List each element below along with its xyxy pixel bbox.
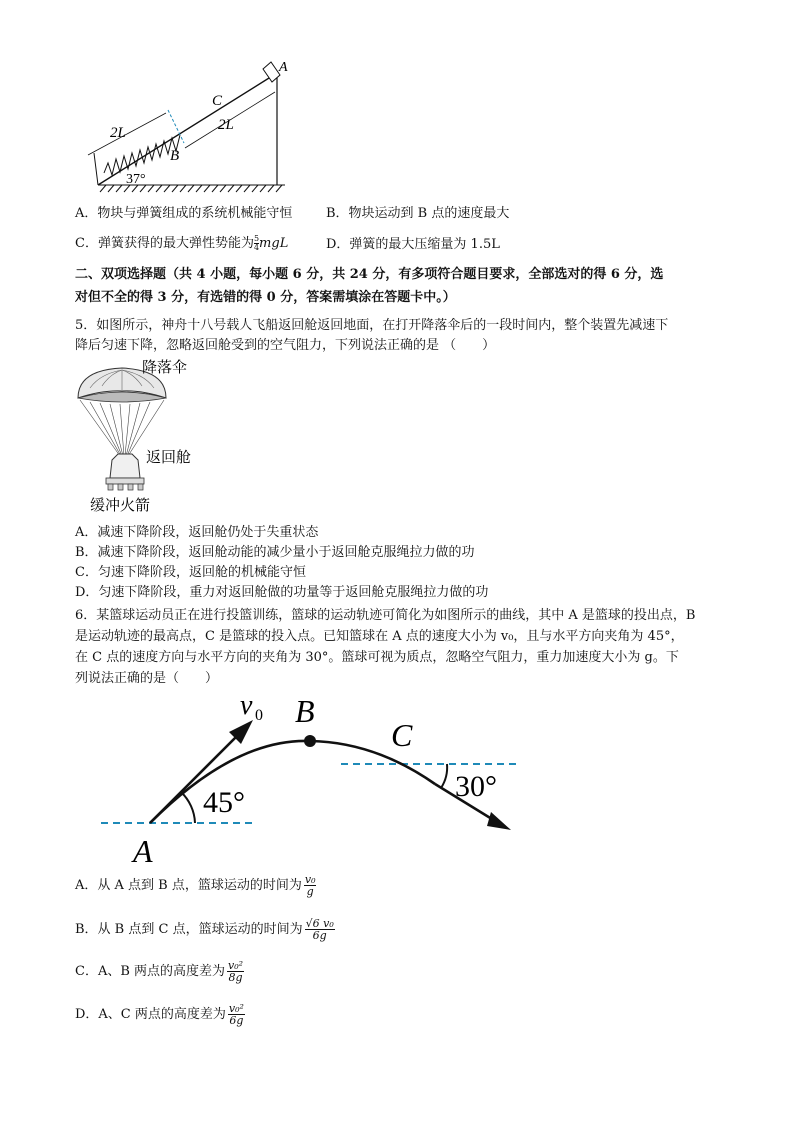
q4-option-d: D．弹簧的最大压缩量为 1.5L bbox=[326, 237, 500, 252]
q5-option-d: D．匀速下降阶段，重力对返回舱做的功量等于返回舱克服绳拉力做的功 bbox=[75, 585, 489, 600]
q5-option-b: B．减速下降阶段，返回舱动能的减少量小于返回舱克服绳拉力做的功 bbox=[75, 545, 475, 560]
basketball-trajectory-figure bbox=[95, 688, 525, 868]
label-capsule: 返回舱 bbox=[146, 448, 192, 466]
q6-option-a-text: A．从 A 点到 B 点，篮球运动的时间为 bbox=[75, 878, 302, 893]
label-parachute: 降落伞 bbox=[142, 358, 188, 376]
q4-option-a: A．物块与弹簧组成的系统机械能守恒 bbox=[75, 206, 293, 221]
label-v0-subscript: 0 bbox=[255, 707, 263, 724]
q6-stem-line1: 6．某篮球运动员正在进行投篮训练，篮球的运动轨迹可简化为如图所示的曲线，其中 A 是篮球的投出点，B bbox=[75, 608, 696, 623]
q4-option-b: B．物块运动到 B 点的速度最大 bbox=[326, 206, 510, 221]
angle-label-45: 45° bbox=[203, 786, 245, 819]
q5-stem-line2: 降后匀速下降，忽略返回舱受到的空气阻力，下列说法正确的是 （ ） bbox=[75, 338, 496, 353]
point-b-dot bbox=[304, 735, 316, 747]
spring-dimension bbox=[88, 113, 166, 155]
label-A: A bbox=[279, 60, 288, 75]
label-B: B bbox=[170, 148, 180, 164]
label-A: A bbox=[133, 833, 153, 868]
label-C: C bbox=[212, 93, 223, 109]
q6-option-d bbox=[75, 1003, 245, 1026]
q4-option-c bbox=[75, 235, 288, 253]
incline-spring-figure bbox=[70, 55, 300, 197]
label-rocket: 缓冲火箭 bbox=[90, 496, 151, 514]
label-C: C bbox=[391, 717, 413, 753]
label-2L-incline: 2L bbox=[218, 117, 234, 133]
q6-option-b bbox=[75, 918, 335, 941]
q6-option-b-text: B．从 B 点到 C 点，篮球运动的时间为 bbox=[75, 922, 303, 937]
q4-option-c-formula: mgL bbox=[259, 236, 289, 251]
q6-stem-line4: 列说法正确的是（ ） bbox=[75, 671, 219, 686]
q6-stem-line3: 在 C 点的速度方向与水平方向的夹角为 30°。篮球可视为质点，忽略空气阻力，重力加速度大小为 g。下 bbox=[75, 650, 679, 665]
q6-option-c-fraction: $\frac{\text{v₀²}}{8g}$ bbox=[228, 959, 244, 984]
angle-arc-45 bbox=[181, 792, 195, 823]
q4-option-c-fraction: $\frac{5}{4}$ bbox=[253, 234, 260, 252]
q6-stem-line2: 是运动轨迹的最高点，C 是篮球的投入点。已知篮球在 A 点的速度大小为 v₀，且与水平方向夹角为 45°， bbox=[75, 629, 684, 644]
label-B: B bbox=[295, 693, 315, 729]
q6-option-b-fraction: $\frac{\text{√6 v₀}}{6g}$ bbox=[305, 917, 334, 942]
q5-option-c: C．匀速下降阶段，返回舱的机械能守恒 bbox=[75, 565, 306, 580]
section2-heading-line1: 二、双项选择题（共 4 小题，每小题 6 分，共 24 分，有多项符合题目要求，全部选对的得 6 分，选 bbox=[75, 267, 664, 282]
q4-option-c-text: C．弹簧获得的最大弹性势能为 bbox=[75, 236, 254, 251]
q6-option-a bbox=[75, 874, 316, 897]
spring-end-dashed bbox=[168, 110, 184, 143]
angle-label-30: 30° bbox=[455, 770, 497, 803]
q5-option-a: A．减速下降阶段，返回舱仍处于失重状态 bbox=[75, 525, 319, 540]
label-v0: v bbox=[240, 690, 253, 721]
label-2L-spring: 2L bbox=[110, 125, 126, 141]
capsule-icon bbox=[110, 454, 140, 478]
arrow-c-head-icon bbox=[487, 812, 511, 830]
q5-stem-line1: 5．如图所示，神舟十八号载人飞船返回舱返回地面，在打开降落伞后的一段时间内，整个装置先减速下 bbox=[75, 318, 669, 333]
q6-option-c-text: C．A、B 两点的高度差为 bbox=[75, 964, 226, 979]
section2-heading-line2: 对但不全的得 3 分，有选错的得 0 分，答案需填涂在答题卡中。） bbox=[75, 290, 456, 305]
q6-option-c bbox=[75, 960, 244, 983]
rocket-nozzles-icon bbox=[108, 484, 143, 490]
wall bbox=[94, 153, 98, 185]
parachute-figure bbox=[72, 356, 212, 516]
angle-arc-30 bbox=[441, 764, 447, 788]
q6-option-a-fraction: $\frac{\text{v₀}}{g}$ bbox=[304, 873, 316, 898]
q6-option-d-fraction: $\frac{\text{v₀²}}{6g}$ bbox=[228, 1002, 244, 1027]
q6-option-d-text: D．A、C 两点的高度差为 bbox=[75, 1007, 226, 1022]
angle-label: 37° bbox=[126, 172, 146, 187]
